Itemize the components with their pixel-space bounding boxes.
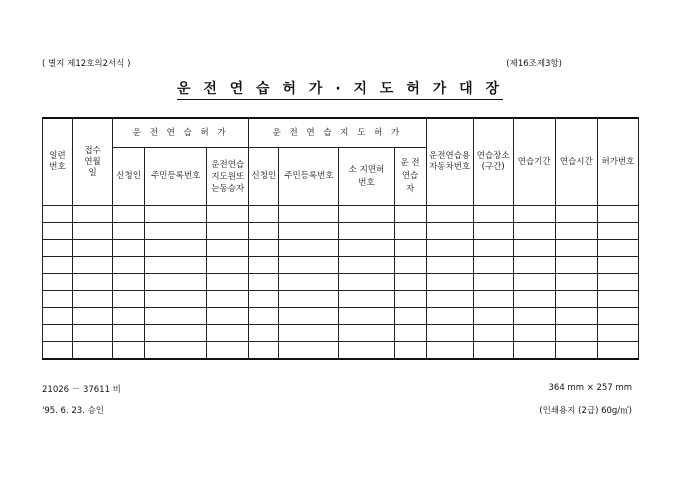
table-cell: [339, 291, 394, 308]
table-cell: [249, 342, 279, 360]
table-cell: [145, 206, 207, 223]
col-received-date: 접수연월일: [73, 118, 113, 206]
table-cell: [473, 206, 513, 223]
table-cell: [473, 325, 513, 342]
practice-guide-header: 운전연습지도원또는동승자: [207, 148, 249, 206]
table-cell: [207, 325, 249, 342]
table-cell: [207, 223, 249, 240]
table-cell: [43, 342, 73, 360]
table-cell: [513, 240, 555, 257]
table-cell: [473, 240, 513, 257]
table-cell: [207, 206, 249, 223]
table-cell: [113, 342, 145, 360]
col-serial-number: 일련번호: [43, 118, 73, 206]
table-cell: [145, 325, 207, 342]
table-cell: [249, 325, 279, 342]
table-cell: [597, 240, 638, 257]
table-cell: [339, 274, 394, 291]
table-cell: [555, 325, 597, 342]
table-cell: [113, 325, 145, 342]
table-cell: [426, 206, 473, 223]
table-cell: [473, 257, 513, 274]
table-cell: [207, 342, 249, 360]
table-cell: [473, 342, 513, 360]
group-guidance-permit: 운 전 연 습 지 도 허 가: [249, 118, 426, 148]
table-cell: [43, 223, 73, 240]
table-cell: [426, 325, 473, 342]
table-cell: [145, 342, 207, 360]
table-cell: [426, 257, 473, 274]
table-cell: [597, 342, 638, 360]
col-practice-time: 연습시간: [555, 118, 597, 206]
table-cell: [73, 308, 113, 325]
table-cell: [43, 291, 73, 308]
table-cell: [426, 223, 473, 240]
table-cell: [249, 257, 279, 274]
table-cell: [473, 274, 513, 291]
table-cell: [249, 274, 279, 291]
form-code: 21026 － 37611 비: [42, 385, 121, 395]
header-row-1: [43, 118, 639, 148]
table-cell: [339, 240, 394, 257]
table-cell: [249, 308, 279, 325]
table-cell: [279, 342, 339, 360]
table-cell: [597, 257, 638, 274]
paper-type: (인쇄용지 (2급) 60g/㎡): [539, 406, 632, 416]
table-cell: [394, 325, 426, 342]
table-cell: [73, 325, 113, 342]
registry-table: [42, 117, 639, 360]
table-cell: [394, 274, 426, 291]
guidance-practicer-header: 운 전연습자: [394, 148, 426, 206]
table-cell: [43, 257, 73, 274]
table-cell: [207, 257, 249, 274]
table-cell: [113, 223, 145, 240]
table-cell: [279, 274, 339, 291]
table-cell: [394, 240, 426, 257]
table-cell: [426, 308, 473, 325]
paper-size: 364 mm × 257 mm: [548, 383, 632, 393]
table-cell: [597, 274, 638, 291]
table-cell: [394, 308, 426, 325]
table-cell: [113, 206, 145, 223]
table-cell: [207, 308, 249, 325]
table-cell: [339, 325, 394, 342]
table-cell: [555, 223, 597, 240]
table-cell: [113, 308, 145, 325]
table-row: [43, 342, 639, 360]
table-cell: [513, 308, 555, 325]
table-row: [43, 274, 639, 291]
table-cell: [394, 257, 426, 274]
table-row: [43, 240, 639, 257]
table-cell: [339, 342, 394, 360]
table-cell: [73, 274, 113, 291]
table-cell: [145, 223, 207, 240]
table-cell: [43, 240, 73, 257]
table-cell: [145, 257, 207, 274]
table-cell: [207, 291, 249, 308]
table-cell: [113, 257, 145, 274]
table-cell: [113, 274, 145, 291]
table-cell: [597, 308, 638, 325]
col-vehicle-number: 운전연습용자동차번호: [426, 118, 473, 206]
table-cell: [249, 240, 279, 257]
table-cell: [73, 342, 113, 360]
table-cell: [513, 223, 555, 240]
table-cell: [426, 274, 473, 291]
table-cell: [513, 274, 555, 291]
table-cell: [473, 308, 513, 325]
table-cell: [145, 240, 207, 257]
document-title: [0, 78, 680, 98]
table-cell: [43, 274, 73, 291]
guidance-applicant-header: 신청인: [249, 148, 279, 206]
table-cell: [279, 325, 339, 342]
table-cell: [426, 342, 473, 360]
table-cell: [113, 240, 145, 257]
table-cell: [555, 274, 597, 291]
practice-resident-number-header: 주민등록번호: [145, 148, 207, 206]
table-cell: [279, 257, 339, 274]
table-cell: [73, 240, 113, 257]
table-row: [43, 325, 639, 342]
table-cell: [279, 308, 339, 325]
table-cell: [597, 291, 638, 308]
col-practice-place: 연습장소(구간): [473, 118, 513, 206]
group-practice-permit: 운 전 연 습 허 가: [113, 118, 249, 148]
table-cell: [394, 223, 426, 240]
table-cell: [597, 325, 638, 342]
table-cell: [513, 206, 555, 223]
form-number-label: ( 별지 제12호의2서식 ): [42, 59, 131, 69]
col-permit-number: 허가번호: [597, 118, 638, 206]
table-cell: [555, 291, 597, 308]
approval-date: '95. 6. 23. 승인: [42, 406, 105, 416]
col-practice-period: 연습기간: [513, 118, 555, 206]
table-cell: [473, 291, 513, 308]
table-body: [43, 206, 639, 360]
table-cell: [426, 291, 473, 308]
table-cell: [555, 257, 597, 274]
table-cell: [555, 240, 597, 257]
table-row: [43, 206, 639, 223]
table-cell: [73, 206, 113, 223]
table-cell: [555, 342, 597, 360]
table-cell: [339, 257, 394, 274]
table-cell: [555, 308, 597, 325]
table-row: [43, 223, 639, 240]
table-cell: [207, 274, 249, 291]
table-cell: [426, 240, 473, 257]
table-cell: [555, 206, 597, 223]
table-cell: [597, 206, 638, 223]
table-cell: [597, 223, 638, 240]
table-cell: [207, 240, 249, 257]
table-cell: [279, 223, 339, 240]
table-row: [43, 257, 639, 274]
table-cell: [145, 274, 207, 291]
table-cell: [43, 308, 73, 325]
table-cell: [73, 291, 113, 308]
table-cell: [394, 206, 426, 223]
table-cell: [513, 342, 555, 360]
document-title-text: 운 전 연 습 허 가 · 지 도 허 가 대 장: [177, 81, 503, 100]
table-row: [43, 291, 639, 308]
table-cell: [113, 291, 145, 308]
table-cell: [513, 325, 555, 342]
table-cell: [279, 206, 339, 223]
table-cell: [279, 240, 339, 257]
table-cell: [43, 206, 73, 223]
table-cell: [513, 291, 555, 308]
table-cell: [249, 223, 279, 240]
table-cell: [145, 308, 207, 325]
table-cell: [513, 257, 555, 274]
article-reference: (제16조제3항): [506, 59, 562, 69]
table-cell: [394, 291, 426, 308]
practice-applicant-header: 신청인: [113, 148, 145, 206]
table-row: [43, 308, 639, 325]
table-cell: [43, 325, 73, 342]
table-cell: [73, 257, 113, 274]
guidance-license-number-header: 소 지면허번호: [339, 148, 394, 206]
table-cell: [249, 206, 279, 223]
table-cell: [339, 223, 394, 240]
table-cell: [473, 223, 513, 240]
table-cell: [249, 291, 279, 308]
table-cell: [394, 342, 426, 360]
guidance-resident-number-header: 주민등록번호: [279, 148, 339, 206]
table-cell: [279, 291, 339, 308]
table-cell: [145, 291, 207, 308]
table-cell: [73, 223, 113, 240]
table-cell: [339, 206, 394, 223]
table-cell: [339, 308, 394, 325]
